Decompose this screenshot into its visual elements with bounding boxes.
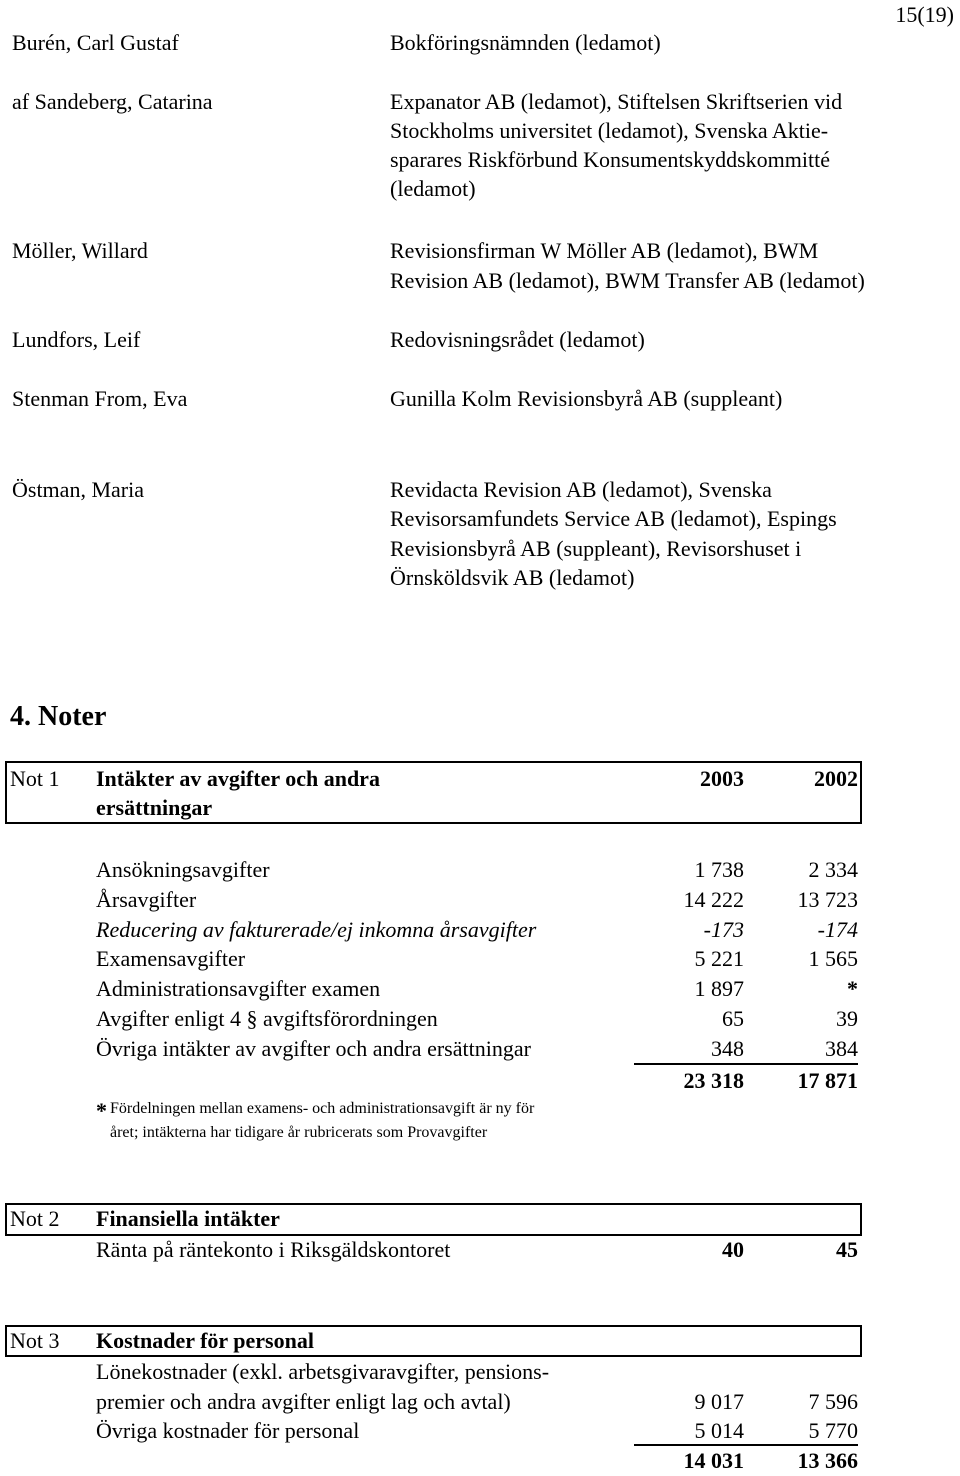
note3-total1: 14 031 [683,1448,744,1473]
member-roles-line: sparares Riskförbund Konsumentskyddskommitté [390,147,830,172]
note1-row-v2: 13 723 [797,887,858,912]
note1-total2: 17 871 [797,1068,858,1093]
note1-row-v1: -173 [703,917,744,942]
page-number: 15(19) [895,2,954,27]
note3-label: Not 3 [10,1328,60,1353]
note3-row1-line2: premier och andra avgifter enligt lag och avtal) [96,1389,511,1414]
footnote-line2: året; intäkterna har tidigare år rubricerats som Provavgifter [110,1124,488,1141]
note1-row-v1: 348 [711,1036,744,1061]
note3-title: Kostnader för personal [96,1328,314,1353]
note3-row1-v2: 7 596 [808,1389,858,1414]
member-roles-line: Örnsköldsvik AB (ledamot) [390,565,635,590]
member-name: Lundfors, Leif [12,327,141,352]
member-roles: Redovisningsrådet (ledamot) [390,327,645,352]
note3-row2-v1: 5 014 [694,1418,744,1443]
note1-label: Not 1 [10,766,60,791]
note1-row-v1: 14 222 [683,887,744,912]
note1-row-label: Ansökningsavgifter [96,857,270,882]
note3-row1-v1: 9 017 [694,1389,744,1414]
note2-title: Finansiella intäkter [96,1206,280,1231]
member-name: Möller, Willard [12,238,148,263]
note2-row-label: Ränta på räntekonto i Riksgäldskontoret [96,1237,451,1262]
note1-row-v2: -174 [817,917,858,942]
member-roles-line: Revisionsbyrå AB (suppleant), Revisorshuset i [390,536,802,561]
member-roles-line: Stockholms universitet (ledamot), Svenska Aktie- [390,118,829,143]
member-roles-line: Expanator AB (ledamot), Stiftelsen Skriftserien vid [390,89,843,114]
note3-row2-label: Övriga kostnader för personal [96,1418,360,1443]
note3-total2: 13 366 [797,1448,858,1473]
note1-total1: 23 318 [683,1068,744,1093]
member-roles-line: Revisionsfirman W Möller AB (ledamot), BWM [390,238,819,263]
member-roles: Gunilla Kolm Revisionsbyrå AB (suppleant) [390,386,783,411]
note1-row-v2: 1 565 [808,946,858,971]
note3-row1-line1: Lönekostnader (exkl. arbetsgivaravgifter, pensions- [96,1359,550,1384]
member-roles: Bokföringsnämnden (ledamot) [390,30,661,55]
note1-row-label: Årsavgifter [96,887,197,912]
member-roles-line: Revidacta Revision AB (ledamot), Svenska [390,477,772,502]
note1-row-label: Administrationsavgifter examen [96,976,381,1001]
note1-row-v2: * [847,976,858,1001]
note1-year1: 2003 [700,766,744,791]
section-heading: 4. Noter [10,701,107,732]
note1-row-v1: 5 221 [694,946,744,971]
member-name: Stenman From, Eva [12,386,188,411]
member-name: af Sandeberg, Catarina [12,89,213,114]
footnote-line1: Fördelningen mellan examens- och administrationsavgift är ny för [110,1100,535,1117]
note1-title-line2: ersättningar [96,795,213,820]
member-roles-line: Revisorsamfundets Service AB (ledamot), Espings [390,506,837,531]
member-name: Burén, Carl Gustaf [12,30,179,55]
member-roles-line: Revision AB (ledamot), BWM Transfer AB (ledamot) [390,268,865,293]
footnote-star: * [96,1098,107,1123]
note1-sum-rule [634,1063,858,1065]
note1-year2: 2002 [814,766,858,791]
note1-row-v1: 65 [722,1006,744,1031]
note1-row-label: Reducering av fakturerade/ej inkomna årsavgifter [96,917,537,942]
member-name: Östman, Maria [12,477,144,502]
note1-row-v2: 39 [836,1006,858,1031]
note1-row-v2: 2 334 [808,857,858,882]
note1-row-label: Övriga intäkter av avgifter och andra ersättningar [96,1036,531,1061]
note2-label: Not 2 [10,1206,60,1231]
note1-row-v1: 1 738 [694,857,744,882]
note1-row-label: Examensavgifter [96,946,246,971]
note2-v1: 40 [722,1237,744,1262]
note1-row-label: Avgifter enligt 4 § avgiftsförordningen [96,1006,438,1031]
note1-title-line1: Intäkter av avgifter och andra [96,766,380,791]
note2-v2: 45 [836,1237,858,1262]
member-roles-line: (ledamot) [390,176,476,201]
note1-row-v2: 384 [825,1036,858,1061]
note1-row-v1: 1 897 [694,976,744,1001]
note3-row2-v2: 5 770 [808,1418,858,1443]
